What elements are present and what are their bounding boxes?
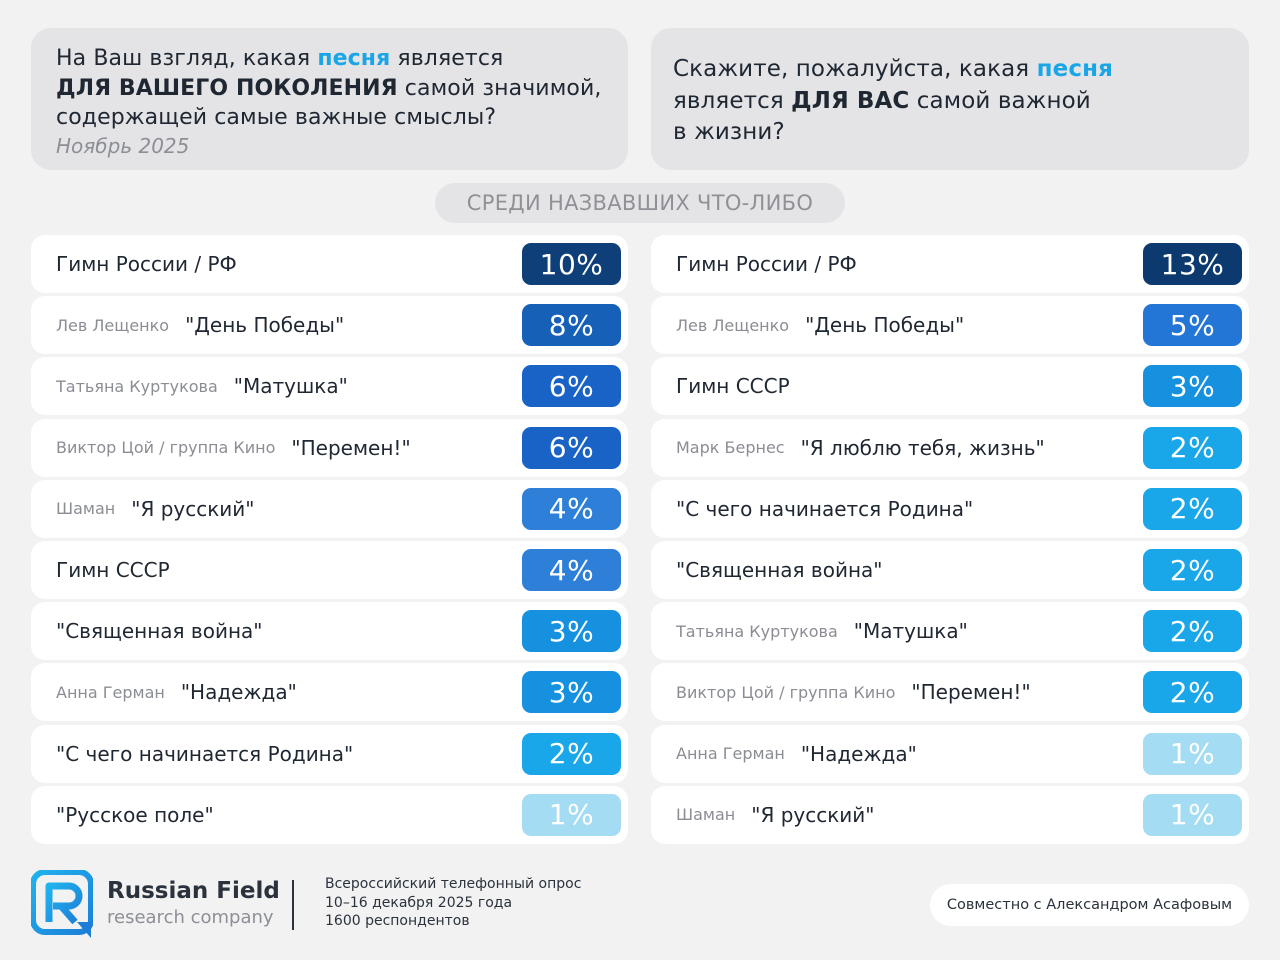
survey-dates: 10–16 декабря 2025 года	[325, 894, 513, 911]
row-label	[56, 480, 255, 538]
percent-badge: 8%	[522, 304, 621, 346]
question-box-generation	[31, 28, 628, 170]
song-title: "Я русский"	[131, 496, 255, 521]
brand-tagline: research company	[107, 907, 274, 928]
ranking-row	[651, 235, 1249, 293]
song-title: "День Победы"	[805, 313, 965, 338]
artist-name: Татьяна Куртукова	[56, 376, 218, 396]
ranking-row	[651, 541, 1249, 599]
percent-badge: 6%	[522, 365, 621, 407]
question-generation	[56, 44, 602, 133]
percent-badge: 3%	[522, 671, 621, 713]
song-title: "Матушка"	[853, 619, 968, 644]
ranking-row	[651, 357, 1249, 415]
ranking-row	[651, 663, 1249, 721]
row-label	[676, 663, 1031, 721]
row-label	[56, 235, 237, 293]
row-label	[676, 235, 857, 293]
ranking-row	[31, 725, 628, 783]
percent-badge: 3%	[522, 610, 621, 652]
artist-name: Марк Бернес	[676, 438, 785, 458]
song-title: "С чего начинается Родина"	[56, 741, 354, 766]
song-title: "Надежда"	[180, 680, 297, 705]
artist-name: Анна Герман	[56, 682, 165, 702]
question-personal	[673, 54, 1223, 149]
ranking-row	[31, 235, 628, 293]
question-text: самой важной	[909, 87, 1091, 114]
artist-name: Лев Лещенко	[56, 315, 170, 335]
question-text: содержащей самые важные смыслы?	[56, 105, 497, 130]
song-title: Гимн России / РФ	[676, 252, 857, 276]
question-text: является	[673, 87, 792, 114]
song-title: "Русское поле"	[56, 802, 214, 827]
question-text: в жизни?	[673, 119, 785, 145]
percent-badge: 6%	[522, 427, 621, 469]
brand-name: Russian Field	[107, 878, 280, 904]
credit-badge: Совместно с Александром Асафовым	[930, 884, 1249, 926]
song-title: "Перемен!"	[291, 435, 411, 460]
artist-name: Лев Лещенко	[676, 315, 790, 335]
row-label	[676, 786, 875, 844]
question-highlight: песня	[1036, 56, 1113, 82]
ranking-row	[31, 419, 628, 477]
row-label	[56, 419, 411, 477]
ranking-row	[31, 786, 628, 844]
artist-name: Виктор Цой / группа Кино	[676, 682, 896, 702]
artist-name: Виктор Цой / группа Кино	[56, 438, 276, 458]
ranking-row	[651, 786, 1249, 844]
percent-badge: 3%	[1143, 365, 1242, 407]
row-label	[676, 296, 964, 354]
ranking-row	[651, 480, 1249, 538]
ranking-row	[651, 602, 1249, 660]
row-label	[676, 480, 973, 538]
percent-badge: 4%	[522, 488, 621, 530]
ranking-row	[31, 480, 628, 538]
song-title: "День Победы"	[185, 313, 345, 338]
row-label	[676, 357, 790, 415]
song-title: "Перемен!"	[911, 680, 1031, 705]
row-label	[56, 602, 262, 660]
ranking-row	[651, 725, 1249, 783]
russian-field-logo-icon	[31, 870, 93, 940]
row-label	[676, 541, 882, 599]
survey-sample: 1600 респондентов	[325, 913, 470, 929]
song-title: "Священная война"	[676, 558, 883, 582]
percent-badge: 5%	[1143, 304, 1242, 346]
song-title: Гимн России / РФ	[56, 252, 237, 276]
song-title: "Матушка"	[233, 374, 348, 399]
percent-badge: 2%	[1143, 610, 1242, 652]
song-title: "Я люблю тебя, жизнь"	[800, 435, 1045, 460]
question-text: На Ваш взгляд, какая	[56, 46, 318, 71]
question-emphasis: ДЛЯ ВАШЕГО ПОКОЛЕНИЯ	[56, 75, 398, 101]
question-box-personal	[651, 28, 1249, 170]
ranking-row	[31, 357, 628, 415]
subtitle-pill: СРЕДИ НАЗВАВШИХ ЧТО-ЛИБО	[435, 183, 845, 223]
row-label	[56, 541, 170, 599]
percent-badge: 1%	[1143, 794, 1242, 836]
song-title: "Священная война"	[56, 619, 263, 644]
brand	[107, 876, 280, 930]
ranking-row	[651, 296, 1249, 354]
song-title: "Надежда"	[800, 741, 917, 766]
row-label	[676, 602, 968, 660]
survey-date: Ноябрь 2025	[56, 133, 190, 158]
percent-badge: 2%	[522, 733, 621, 775]
question-emphasis: ДЛЯ ВАС	[791, 87, 910, 114]
artist-name: Татьяна Куртукова	[676, 621, 838, 641]
song-title: "Я русский"	[751, 802, 875, 827]
row-label	[56, 357, 348, 415]
song-title: Гимн СССР	[56, 558, 170, 582]
artist-name: Шаман	[676, 805, 736, 825]
percent-badge: 2%	[1143, 549, 1242, 591]
ranking-row	[31, 663, 628, 721]
song-title: "С чего начинается Родина"	[676, 496, 974, 521]
row-label	[676, 419, 1045, 477]
ranking-row	[651, 419, 1249, 477]
percent-badge: 1%	[522, 794, 621, 836]
row-label	[676, 725, 917, 783]
percent-badge: 13%	[1143, 243, 1242, 285]
row-label	[56, 725, 353, 783]
percent-badge: 10%	[522, 243, 621, 285]
ranking-row	[31, 541, 628, 599]
footer-divider	[292, 880, 294, 930]
song-title: Гимн СССР	[676, 374, 790, 399]
percent-badge: 2%	[1143, 671, 1242, 713]
question-text: самой значимой,	[397, 75, 602, 101]
artist-name: Анна Герман	[676, 744, 785, 764]
ranking-row	[31, 602, 628, 660]
row-label	[56, 296, 344, 354]
survey-info	[325, 875, 581, 931]
percent-badge: 4%	[522, 549, 621, 591]
question-text: является	[390, 46, 504, 71]
percent-badge: 1%	[1143, 733, 1242, 775]
artist-name: Шаман	[56, 499, 116, 519]
row-label	[56, 786, 214, 844]
survey-method: Всероссийский телефонный опрос	[325, 876, 582, 892]
ranking-row	[31, 296, 628, 354]
question-highlight: песня	[317, 46, 391, 71]
row-label	[56, 663, 297, 721]
percent-badge: 2%	[1143, 488, 1242, 530]
question-text: Скажите, пожалуйста, какая	[673, 56, 1037, 82]
percent-badge: 2%	[1143, 427, 1242, 469]
